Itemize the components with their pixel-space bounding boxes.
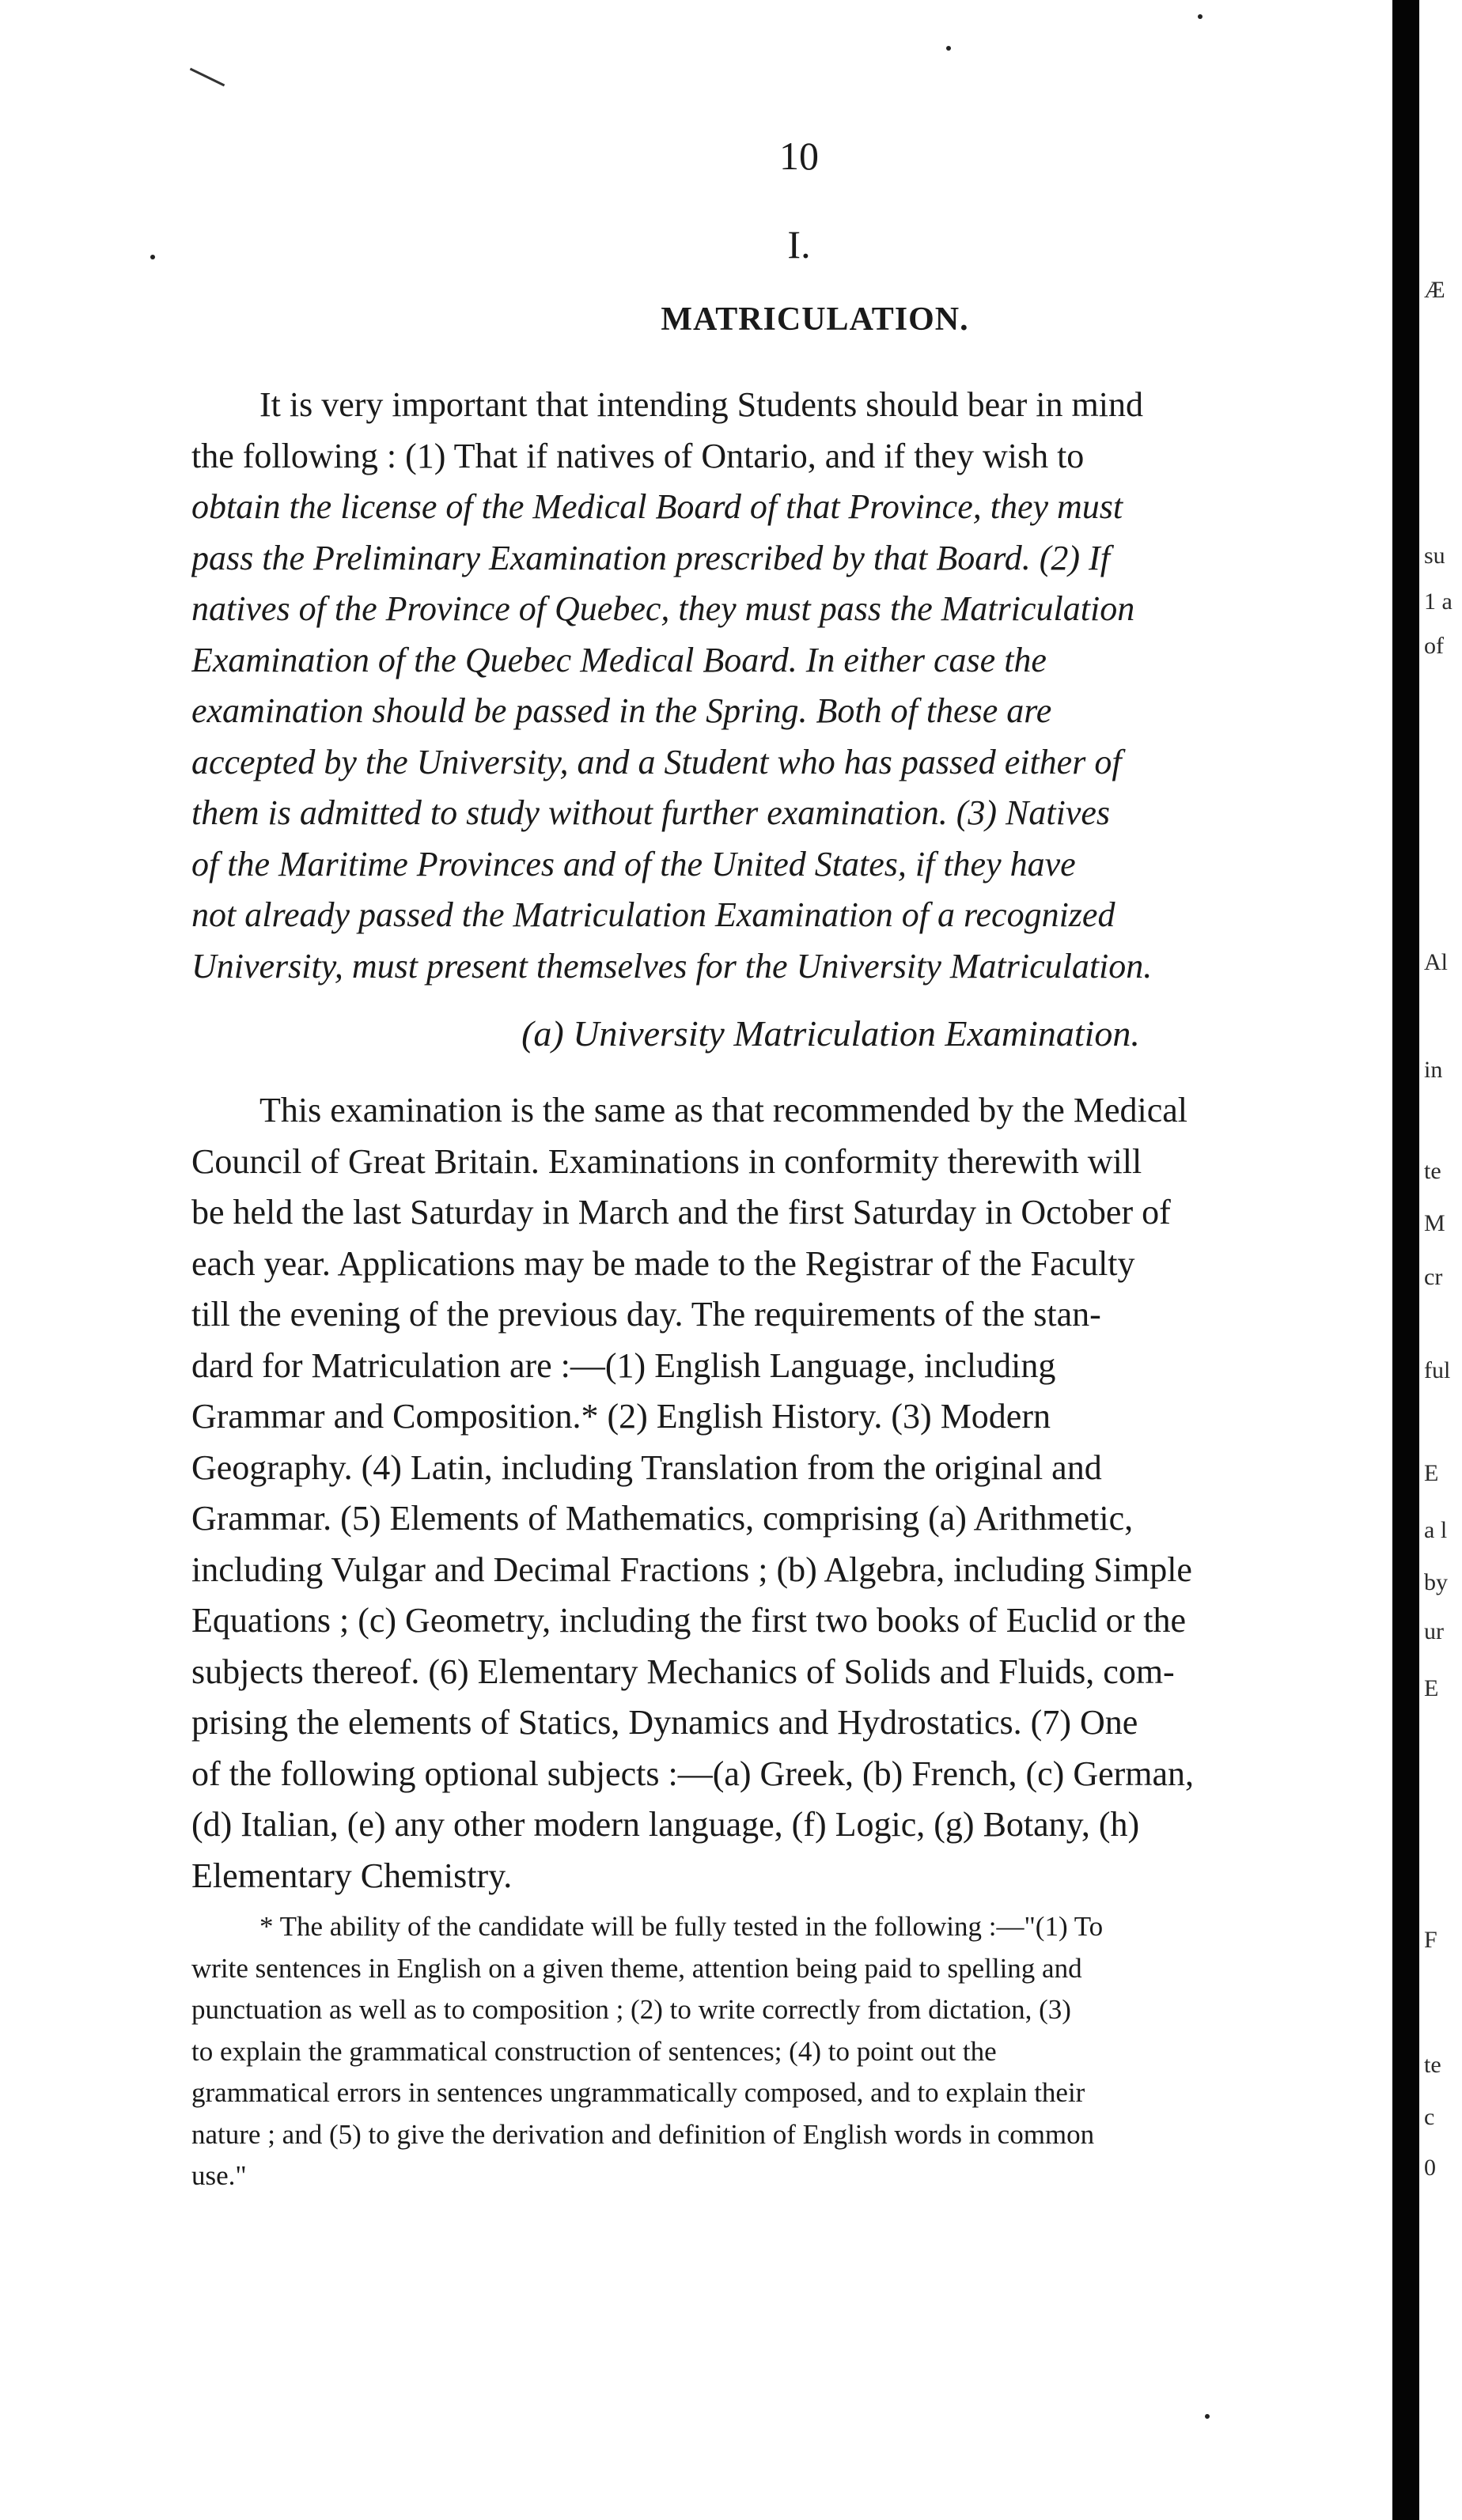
- footnote-line: write sentences in English on a given theme, attention being paid to spelling and: [191, 1952, 1082, 1984]
- body-line: dard for Matriculation are :—(1) English Language, including: [191, 1345, 1056, 1385]
- body-line: Equations ; (c) Geometry, including the first two books of Euclid or the: [191, 1601, 1186, 1640]
- body-line: be held the last Saturday in March and the first Saturday in October of: [191, 1193, 1171, 1232]
- facing-page-fragment: Al: [1424, 949, 1448, 975]
- body-line: Grammar and Composition.* (2) English History. (3) Modern: [191, 1397, 1051, 1436]
- body-line: till the evening of the previous day. The requirements of the stan-: [191, 1295, 1101, 1334]
- section-number: I.: [787, 222, 811, 267]
- intro-line: natives of the Province of Quebec, they must pass the Matriculation: [191, 589, 1135, 628]
- scan-speck: [1198, 14, 1203, 19]
- body-line: Geography. (4) Latin, including Translation from the original and: [191, 1447, 1102, 1487]
- body-line: prising the elements of Statics, Dynamics and Hydrostatics. (7) One: [191, 1703, 1138, 1742]
- intro-line: them is admitted to study without further examination. (3) Natives: [191, 793, 1110, 832]
- intro-line: Examination of the Quebec Medical Board. In either case the: [191, 640, 1047, 679]
- facing-page-fragment: E: [1424, 1675, 1439, 1701]
- scan-speck: [1205, 2414, 1210, 2419]
- facing-page-fragment: by: [1424, 1569, 1448, 1595]
- binding-gutter: [1392, 0, 1419, 2520]
- body-line: each year. Applications may be made to the Registrar of the Faculty: [191, 1243, 1135, 1283]
- body-line: Elementary Chemistry.: [191, 1856, 513, 1895]
- intro-line: pass the Preliminary Examination prescribed by that Board. (2) If: [191, 538, 1110, 577]
- facing-page-fragment: in: [1424, 1057, 1443, 1083]
- scan-mark: [190, 68, 225, 87]
- footnote-line: grammatical errors in sentences ungrammatically composed, and to explain their: [191, 2077, 1085, 2108]
- facing-page-fragment: ur: [1424, 1618, 1444, 1644]
- intro-line: the following : (1) That if natives of Ontario, and if they wish to: [191, 436, 1085, 475]
- scan-speck: [946, 46, 951, 51]
- intro-line: not already passed the Matriculation Examination of a recognized: [191, 895, 1115, 934]
- body-line: This examination is the same as that recommended by the Medical: [259, 1091, 1187, 1129]
- footnote: [191, 1906, 1386, 2197]
- intro-line: University, must present themselves for the University Matriculation.: [191, 946, 1153, 986]
- subheading: (a) University Matriculation Examination.: [521, 1013, 1140, 1054]
- facing-page-fragment: te: [1424, 1158, 1441, 1184]
- facing-page-fragment: of: [1424, 633, 1444, 659]
- footnote-line: * The ability of the candidate will be fully tested in the following :—"(1) To: [259, 1911, 1104, 1942]
- facing-page-fragment: cr: [1424, 1264, 1443, 1290]
- facing-page-fragment: Æ: [1424, 277, 1445, 303]
- facing-page-fragment: F: [1424, 1927, 1437, 1953]
- facing-page-fragment: a l: [1424, 1517, 1448, 1543]
- footnote-line: use.": [191, 2160, 247, 2191]
- intro-line: obtain the license of the Medical Board of that Province, they must: [191, 487, 1123, 526]
- facing-page-fragment: te: [1424, 2052, 1441, 2078]
- footnote-line: nature ; and (5) to give the derivation and definition of English words in common: [191, 2118, 1095, 2150]
- section-title: MATRICULATION.: [661, 301, 969, 338]
- facing-page-fragment: c: [1424, 2104, 1435, 2130]
- facing-page-fragment: su: [1424, 543, 1445, 569]
- facing-page-fragment: ful: [1424, 1357, 1451, 1383]
- footnote-line: to explain the grammatical construction of sentences; (4) to point out the: [191, 2035, 997, 2067]
- scan-speck: [150, 255, 155, 259]
- body-paragraph: [191, 1085, 1386, 1901]
- intro-line: of the Maritime Provinces and of the United States, if they have: [191, 844, 1076, 884]
- body-line: subjects thereof. (6) Elementary Mechanics of Solids and Fluids, com-: [191, 1652, 1175, 1691]
- facing-page-fragment: M: [1424, 1210, 1445, 1236]
- footnote-line: punctuation as well as to composition ; (2) to write correctly from dictation, (3): [191, 1994, 1071, 2025]
- facing-page-fragment: E: [1424, 1460, 1439, 1486]
- body-line: of the following optional subjects :—(a) Greek, (b) French, (c) German,: [191, 1754, 1195, 1793]
- facing-page-fragment: 1 a: [1424, 588, 1453, 615]
- intro-line: It is very important that intending Students should bear in mind: [259, 385, 1143, 424]
- body-line: including Vulgar and Decimal Fractions ; (b) Algebra, including Simple: [191, 1549, 1192, 1589]
- page-number: 10: [779, 134, 819, 178]
- facing-page-fragment: 0: [1424, 2155, 1436, 2181]
- body-line: Grammar. (5) Elements of Mathematics, comprising (a) Arithmetic,: [191, 1499, 1134, 1538]
- intro-line: examination should be passed in the Spring. Both of these are: [191, 691, 1052, 730]
- intro-paragraph: [191, 380, 1386, 992]
- body-line: Council of Great Britain. Examinations in conformity therewith will: [191, 1141, 1142, 1181]
- intro-line: accepted by the University, and a Student who has passed either of: [191, 742, 1122, 781]
- body-line: (d) Italian, (e) any other modern language, (f) Logic, (g) Botany, (h): [191, 1805, 1140, 1844]
